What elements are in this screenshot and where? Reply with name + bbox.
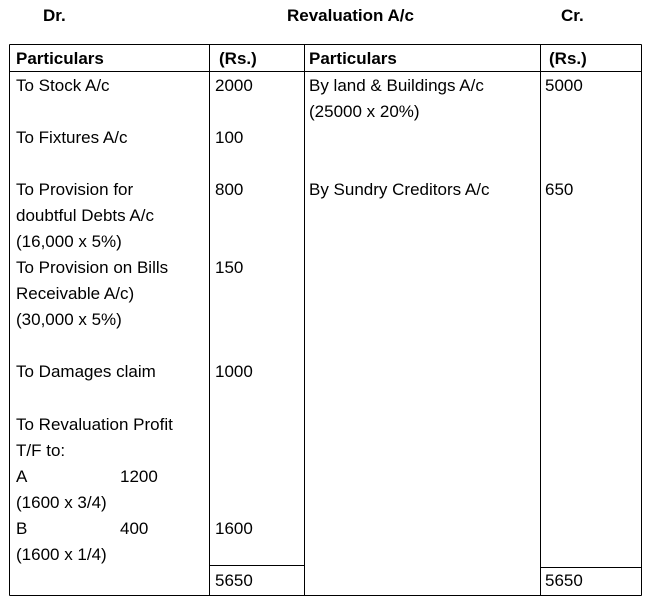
credit-land-line1: By land & Buildings A/c	[309, 76, 484, 95]
partner-a-calc: (1600 x 3/4)	[16, 493, 107, 512]
debit-pbr-line3: (30,000 x 5%)	[16, 310, 122, 329]
account-title: Revaluation A/c	[287, 6, 414, 25]
credit-land-line2: (25000 x 20%)	[309, 102, 420, 121]
credit-land-amount: 5000	[545, 76, 583, 95]
debit-pbr-amount: 150	[215, 258, 244, 277]
debit-fixtures-label: To Fixtures A/c	[16, 128, 128, 147]
debit-profit-amount: 1600	[215, 519, 253, 538]
particulars-header-right: Particulars	[309, 49, 397, 68]
dr-label: Dr.	[43, 6, 66, 25]
debit-pbr-line1: To Provision on Bills	[16, 258, 169, 277]
debit-stock-amount: 2000	[215, 76, 253, 95]
cr-label: Cr.	[561, 6, 584, 25]
debit-profit-line1: To Revaluation Profit	[16, 415, 173, 434]
debit-fixtures-amount: 100	[215, 128, 244, 147]
partner-a-label: A	[16, 467, 28, 486]
particulars-header-left: Particulars	[16, 49, 104, 68]
credit-creditors-label: By Sundry Creditors A/c	[309, 180, 490, 199]
rs-header-right: (Rs.)	[549, 49, 587, 68]
partner-b-label: B	[16, 519, 28, 538]
debit-total: 5650	[215, 571, 253, 590]
partner-b-amount: 400	[120, 519, 149, 538]
rs-header-left: (Rs.)	[219, 49, 257, 68]
partner-b-calc: (1600 x 1/4)	[16, 545, 107, 564]
debit-pdd-line1: To Provision for	[16, 180, 134, 199]
credit-creditors-amount: 650	[545, 180, 574, 199]
credit-total: 5650	[545, 571, 583, 590]
debit-pdd-amount: 800	[215, 180, 244, 199]
partner-a-amount: 1200	[120, 467, 158, 486]
debit-damages-label: To Damages claim	[16, 362, 156, 381]
debit-pdd-line2: doubtful Debts A/c	[16, 206, 154, 225]
debit-pbr-line2: Receivable A/c)	[16, 284, 135, 303]
debit-stock-label: To Stock A/c	[16, 76, 110, 95]
debit-pdd-line3: (16,000 x 5%)	[16, 232, 122, 251]
debit-damages-amount: 1000	[215, 362, 253, 381]
debit-profit-line2: T/F to:	[16, 441, 66, 460]
